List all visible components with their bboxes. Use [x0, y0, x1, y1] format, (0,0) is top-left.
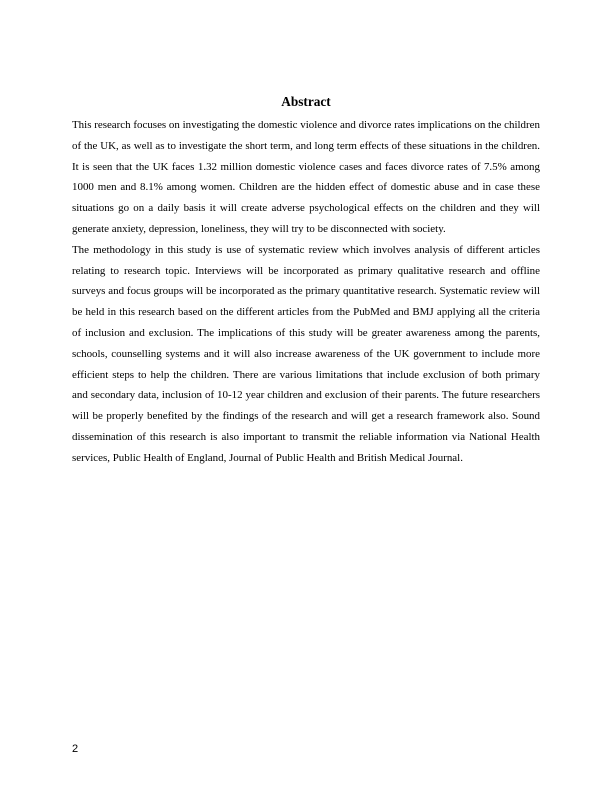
- page-number: 2: [72, 743, 79, 755]
- abstract-body: [72, 115, 540, 469]
- abstract-paragraph-1: This research focuses on investigating the domestic violence and divorce rates implications on the children of the UK, as well as to investigate the short term, and long term effects of these situations in the children. It is seen that the UK faces 1.32 million domestic violence cases and faces divorce rates of 7.5% among 1000 men and 8.1% among women. Children are the hidden effect of domestic abuse and in case these situations go on a daily basis it will create adverse psychological effects on the children and they will generate anxiety, depression, loneliness, they will try to be disconnected with society.: [72, 119, 540, 235]
- abstract-heading: Abstract: [281, 94, 331, 109]
- abstract-paragraph-2: The methodology in this study is use of systematic review which involves analysis of different articles relating to research topic. Interviews will be incorporated as primary qualitative research and offline surveys and focus groups will be incorporated as the primary quantitative research. Systematic review will be held in this research based on the different articles from the PubMed and BMJ applying all the criteria of inclusion and exclusion. The implications of this study will be greater awareness among the parents, schools, counselling systems and it will also increase awareness of the UK government to include more efficient steps to help the children. There are various limitations that include exclusion of both primary and secondary data, inclusion of 10-12 year children and exclusion of their parents. The future researchers will be properly benefited by the findings of the research and will get a research framework also. Sound dissemination of this research is also important to transmit the reliable information via National Health services, Public Health of England, Journal of Public Health and British Medical Journal.: [72, 243, 540, 464]
